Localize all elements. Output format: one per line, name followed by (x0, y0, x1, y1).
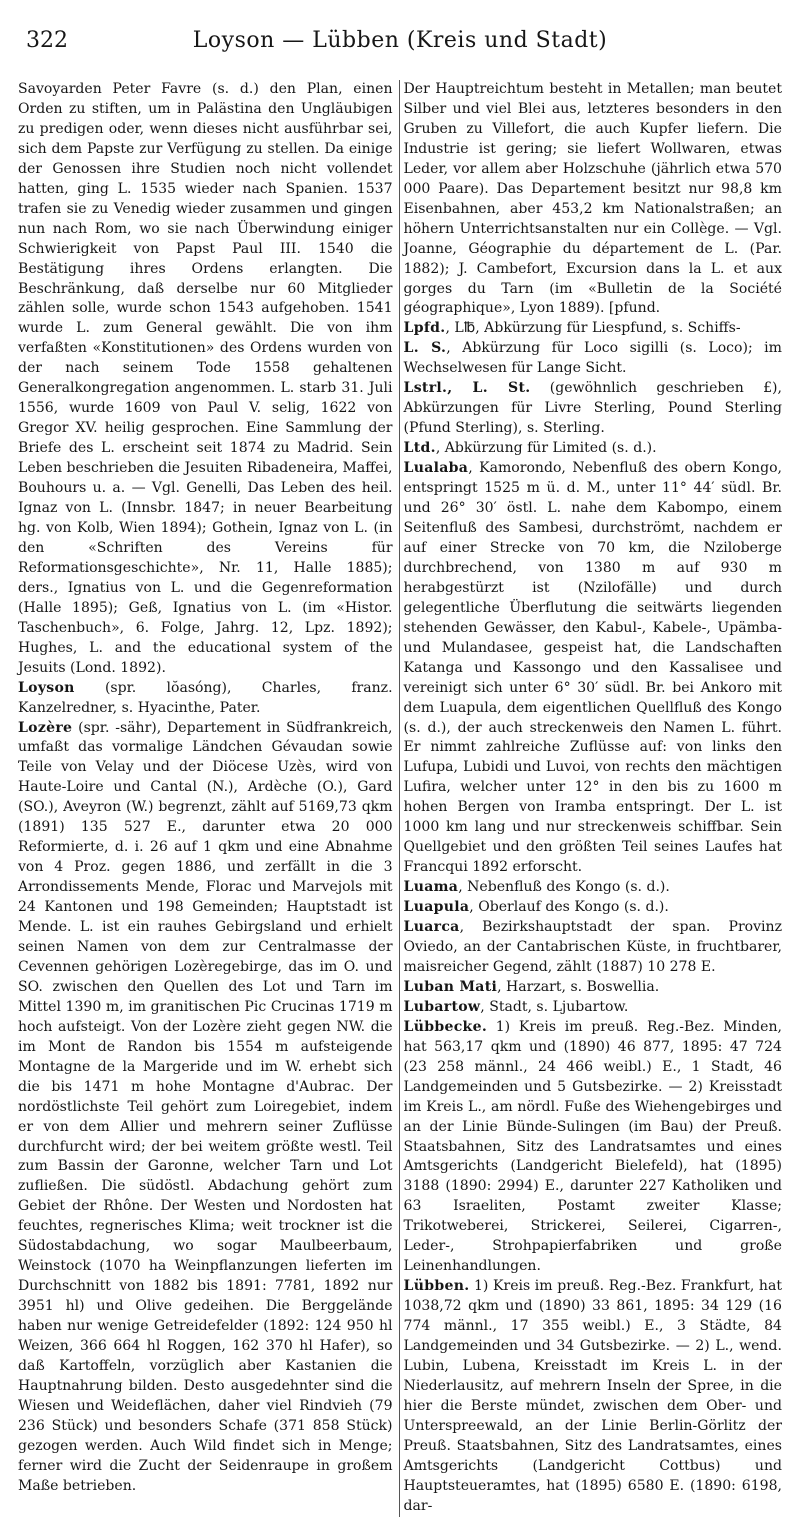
left-column (18, 80, 393, 1517)
entry-headword: Luama (403, 879, 459, 896)
entry-text: , Kamorondo, Nebenfluß des obern Kongo, entspringt 1525 m ü. d. M., unter 11° 44′ südl. Br. und 26° 30′ östl. L. nahe dem Kabompo, einem Seitenfluß des Sambesi, durchströmt, nachdem er auf einer Strecke von 70 km, die Nziloberge durchbrechend, von 1380 m auf 930 m herabgestürzt ist (Nzilofälle) und durch gelegentliche Überflutung die seitwärts liegenden stehenden Gewässer, den Kabul-, Kabele-, Upämba- und Mulandasee, gespeist hat, die Landschaften Katanga und Kassongo und den Kassalisee und vereinigt sich unter 6° 30′ südl. Br. bei Ankoro mit dem Luapula, dem eigentlichen Quellfluß des Kongo (s. d.), der auch streckenweis den Namen L. führt. Er nimmt zahlreiche Zuflüsse auf: von links den Lufupa, Lubidi und Luvoi, von rechts den mächtigen Lufira, welcher unter 12° in den bis zu 1600 m hohen Bergen von Iramba entspringt. Der L. ist 1000 km lang und nur streckenweis schiffbar. Sein Quellgebiet und den größten Teil seines Laufes hat Francqui 1892 erforscht. (403, 460, 782, 876)
entry-headword: Lstrl., L. St. (403, 380, 531, 397)
entry-text: (spr. -sähr), Departement in Südfrankreich, umfaßt das vormalige Ländchen Gévaudan sowie Teile von Velay und der Diöcese Uzès, wird von Haute-Loire und Cantal (N.), Ardèche (O.), Gard (SO.), Aveyron (W.) begrenzt, zählt auf 5169,73 qkm (1891) 135 527 E., darunter etwa 20 000 Reformierte, d. i. 26 auf 1 qkm und eine Abnahme von 4 Proz. gegen 1886, und zerfällt in die 3 Arrondissements Mende, Florac und Marvejols mit 24 Kantonen und 198 Gemeinden; Hauptstadt ist Mende. L. ist ein rauhes Gebirgsland und erhielt seinen Namen von dem zur Centralmasse der Cevennen gehörigen Lozèregebirge, das im O. und SO. zwischen den Quellen des Lot und Tarn im Mittel 1390 m, im granitischen Pic Crucinas 1719 m hoch aufsteigt. Von der Lozère zieht gegen NW. die im Mont de Randon bis 1554 m aufsteigende Montagne de la Margeride und im W. erhebt sich die bis 1471 m hohe Montagne d'Aubrac. Der nordöstlichste Teil gehört zum Loiregebiet, indem er von dem Allier und mehrern seiner Zuflüsse durchfurcht wird; der bei weitem größte westl. Teil zum Bassin der Garonne, welcher Tarn und Lot zufließen. Die südöstl. Abdachung gehört zum Gebiet der Rhône. Der Westen und Nordosten hat feuchtes, regnerisches Klima; weit trockner ist die Südostabdachung, wo sogar Maulbeerbaum, Weinstock (1070 ha Weinpflanzungen lieferten im Durchschnitt von 1882 bis 1891: 7781, 1892 nur 3951 hl) und Olive gedeihen. Die Berggelände haben nur wenige Getreidefelder (1892: 124 950 hl Weizen, 366 664 hl Roggen, 162 370 hl Hafer), so daß Kartoffeln, vorzüglich aber Kastanien die Hauptnahrung bilden. Desto ausgedehnter sind die Wiesen und Weideflächen, daher viel Rindvieh (79 236 Stück) und besonders Schafe (371 858 Stück) gezogen werden. Auch Wild findet sich in Menge; ferner wird die Zucht der Seidenraupe in großem Maße betrieben. (18, 719, 393, 1494)
entry-lualaba (404, 459, 782, 878)
entry-text: (gewöhnlich geschrieben £), Abkürzungen für Livre Sterling, Pound Sterling (Pfund Sterling), s. Sterling. (403, 380, 782, 437)
entry-luebben (404, 1277, 782, 1516)
entry-headword: Luarca (403, 919, 460, 936)
entry-luban-mati (404, 978, 782, 998)
entry-text: (spr. lŏasóng), Charles, franz. Kanzelredner, s. Hyacinthe, Pater. (18, 679, 393, 716)
entry-ls (404, 339, 782, 379)
entry-text: , Abkürzung für Loco sigilli (s. Loco); im Wechselwesen für Lange Sicht. (403, 340, 782, 377)
entry-lozere (18, 719, 393, 1497)
entry-lstrl (404, 379, 782, 439)
entry-text: , Abkürzung für Limited (s. d.). (435, 440, 657, 457)
entry-luebbecke (404, 1018, 782, 1277)
entry-text: Der Hauptreichtum besteht in Metallen; man beutet Silber und viel Blei aus, letzteres besonders in den Gruben zu Villefort, die auch Kupfer liefern. Die Industrie ist gering; sie liefert Wollwaren, etwas Leder, vor allem aber Holzschuhe (jährlich etwa 570 000 Paare). Das Departement besitzt nur 98,8 km Eisenbahnen, aber 453,2 km Nationalstraßen; an höhern Unterrichtsanstalten nur ein Collège. — Vgl. Joanne, Géographie du département de L. (Par. 1882); J. Cambefort, Excursion dans la L. et aux gorges du Tarn (im «Bulletin de la Société géographique», Lyon 1889). [pfund. (403, 81, 782, 317)
entry-headword: Luban Mati (403, 978, 498, 995)
entry-lpfd (404, 319, 782, 339)
entry-headword: Lualaba (403, 460, 469, 477)
entry-headword: Lübbecke. (403, 1018, 488, 1035)
page-number: 322 (26, 28, 68, 53)
entry-headword: Luapula (403, 899, 470, 916)
entry-lubartow (404, 998, 782, 1018)
entry-text: 1) Kreis im preuß. Reg.-Bez. Frankfurt, hat 1038,72 qkm und (1890) 33 861, 1895: 34 129 (16 774 männl., 17 355 weibl.) E., 3 Städte, 84 Landgemeinden und 34 Gutsbezirke. — 2) L., wend. Lubin, Lubena, Kreisstadt im Kreis L. in der Niederlausitz, auf mehrern Inseln der Spree, in die hier die Berste mündet, zwischen dem Ober- und Unterspreewald, an der Linie Berlin-Görlitz der Preuß. Staatsbahnen, Sitz des Landratsamtes, eines Amtsgerichts (Landgericht Cottbus) und Hauptsteueramtes, hat (1895) 6580 E. (1890: 6198, dar- (403, 1278, 782, 1514)
entry-headword: Ltd. (403, 440, 436, 457)
entry-text: 1) Kreis im preuß. Reg.-Bez. Minden, hat 563,17 qkm und (1890) 46 877, 1895: 47 724 (23 258 männl., 24 466 weibl.) E., 1 Stadt, 46 Landgemeinden und 5 Gutsbezirke. — 2) Kreisstadt im Kreis L., am nördl. Fuße des Wiehengebirges und an der Linie Bünde-Sulingen (im Bau) der Preuß. Staatsbahnen, Sitz des Landratsamtes und eines Amtsgerichts (Landgericht Bielefeld), hat (1895) 3188 (1890: 2994) E., darunter 227 Katholiken und 63 Israeliten, Postamt zweiter Klasse; Trikotweberei, Strickerei, Seilerei, Cigarren-, Leder-, Strohpapierfabriken und große Leinenhandlungen. (403, 1018, 782, 1275)
right-column (399, 80, 782, 1517)
entry-headword: L. S. (403, 340, 447, 357)
entry-luapula (404, 898, 782, 918)
entry-luarca (404, 918, 782, 978)
entry-text: , Bezirkshauptstadt der span. Provinz Oviedo, an der Cantabrischen Küste, in fruchtbarer, maisreicher Gegend, zählt (1887) 10 278 E. (403, 919, 782, 975)
text-columns (18, 80, 782, 1517)
running-head: Loyson — Lübben (Kreis und Stadt) (192, 28, 608, 53)
entry-text: , Nebenfluß des Kongo (s. d.). (458, 879, 670, 896)
entry-text: , Stadt, s. Ljubartow. (480, 998, 629, 1015)
entry-ltd (404, 439, 782, 459)
page-header (18, 20, 782, 56)
entry-text: , Oberlauf des Kongo (s. d.). (469, 899, 669, 916)
entry-headword: Lübben. (403, 1278, 470, 1295)
entry-continuation (18, 80, 393, 679)
entry-luama (404, 878, 782, 898)
entry-text: , L℔, Abkürzung für Liespfund, s. Schiffs- (445, 320, 741, 337)
entry-continuation (404, 80, 782, 319)
entry-text: , Harzart, s. Boswellia. (497, 978, 660, 995)
entry-headword: Lubartow (403, 998, 481, 1015)
entry-text: Savoyarden Peter Favre (s. d.) den Plan, einen Orden zu stiften, um in Palästina den Ungläubigen zu predigen oder, wenn dieses nicht ausführbar sei, sich dem Papste zur Verfügung zu stellen. Da einige der Genossen ihre Studien noch nicht vollendet hatten, ging L. 1535 wieder nach Spanien. 1537 trafen sie zu Venedig wieder zusammen und gingen nun nach Rom, wo sie nach Überwindung einiger Schwierigkeit von Papst Paul III. 1540 die Bestätigung ihres Ordens erlangten. Die Beschränkung, daß derselbe nur 60 Mitglieder zählen solle, wurde schon 1543 aufgehoben. 1541 wurde L. zum General gewählt. Die von ihm verfaßten «Konstitutionen» des Ordens wurden von der nach seinem Tode 1558 gehaltenen Generalkongregation angenommen. L. starb 31. Juli 1556, wurde 1609 von Paul V. selig, 1622 von Gregor XV. heilig gesprochen. Eine Sammlung der Briefe des L. erscheint seit 1874 zu Madrid. Sein Leben beschrieben die Jesuiten Ribadeneira, Maffei, Bouhours u. a. — Vgl. Genelli, Das Leben des heil. Ignaz von L. (Innsbr. 1847; in neuer Bearbeitung hg. von Kolb, Wien 1894); Gothein, Ignaz von L. (in den «Schriften des Vereins für Reformationsgeschichte», Nr. 11, Halle 1885); ders., Ignatius von L. und die Gegenreformation (Halle 1895); Geß, Ignatius von L. (im «Histor. Taschenbuch», 6. Folge, Jahrg. 12, Lpz. 1892); Hughes, L. and the educational system of the Jesuits (Lond. 1892). (18, 81, 393, 676)
entry-headword: Loyson (18, 679, 75, 696)
entry-loyson (18, 679, 393, 719)
entry-headword: Lpfd. (403, 320, 446, 337)
entry-headword: Lozère (18, 719, 73, 736)
